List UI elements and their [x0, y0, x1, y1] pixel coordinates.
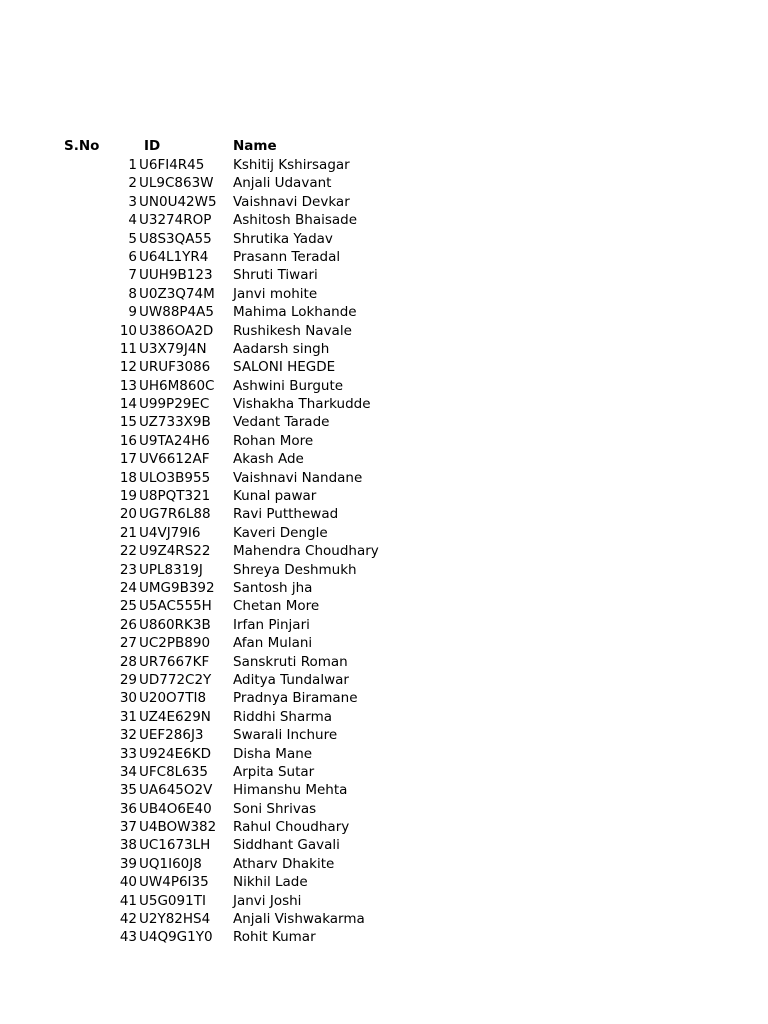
column-header-name: Name: [233, 138, 277, 154]
cell-sno: 9: [128, 304, 137, 321]
cell-name: Irfan Pinjari: [233, 616, 310, 633]
table-row: [0, 432, 768, 450]
table-row: [0, 322, 768, 340]
cell-id: UH6M860C: [139, 377, 215, 394]
cell-sno: 13: [119, 377, 137, 394]
cell-sno: 12: [119, 359, 137, 376]
cell-name: Santosh jha: [233, 579, 313, 596]
cell-name: Ashwini Burgute: [233, 377, 344, 394]
cell-sno: 3: [128, 193, 137, 210]
table-row: [0, 836, 768, 854]
cell-name: Ravi Putthewad: [233, 506, 339, 523]
cell-id: U0Z3Q74M: [139, 285, 215, 302]
cell-name: Soni Shrivas: [233, 800, 317, 817]
cell-sno: 1: [128, 157, 137, 173]
cell-sno: 16: [119, 432, 137, 449]
table-row: [0, 855, 768, 873]
cell-name: Sanskruti Roman: [233, 653, 348, 670]
cell-id: UUH9B123: [139, 267, 213, 284]
cell-name: Atharv Dhakite: [233, 855, 335, 872]
cell-sno: 18: [119, 469, 137, 486]
table-row: [0, 708, 768, 726]
table-row: [0, 377, 768, 395]
cell-name: Pradnya Biramane: [233, 690, 358, 707]
cell-name: Vedant Tarade: [233, 414, 330, 431]
cell-sno: 19: [119, 488, 137, 505]
table-row: [0, 156, 768, 174]
table-row: [0, 487, 768, 505]
cell-id: U860RK3B: [139, 616, 211, 633]
cell-name: Janvi Joshi: [233, 892, 302, 909]
table-row: [0, 634, 768, 652]
cell-id: U4Q9G1Y0: [139, 929, 213, 946]
cell-sno: 29: [119, 671, 137, 688]
cell-id: U99P29EC: [139, 396, 210, 413]
cell-sno: 42: [119, 911, 137, 928]
cell-sno: 43: [119, 929, 137, 946]
cell-sno: 23: [119, 561, 137, 578]
cell-name: Mahendra Choudhary: [233, 543, 379, 560]
cell-name: Rohit Kumar: [233, 929, 316, 946]
cell-sno: 8: [128, 285, 137, 302]
cell-id: U3X79J4N: [139, 340, 207, 357]
cell-sno: 17: [119, 451, 137, 468]
column-header-sno: S.No: [64, 138, 100, 154]
table-row: [0, 818, 768, 836]
cell-name: Arpita Sutar: [233, 763, 315, 780]
cell-name: Himanshu Mehta: [233, 782, 348, 799]
cell-sno: 41: [119, 892, 137, 909]
cell-id: UZ733X9B: [139, 414, 211, 431]
cell-id: U9Z4RS22: [139, 543, 211, 560]
cell-sno: 32: [119, 727, 137, 744]
table-row: [0, 230, 768, 248]
table-row: [0, 653, 768, 671]
cell-name: SALONI HEGDE: [233, 359, 336, 376]
cell-id: U3274ROP: [139, 212, 212, 229]
cell-id: U9TA24H6: [139, 432, 210, 449]
cell-sno: 25: [119, 598, 137, 615]
table-row: [0, 303, 768, 321]
cell-id: UN0U42W5: [139, 193, 217, 210]
cell-name: Anjali Vishwakarma: [233, 911, 365, 928]
cell-id: UV6612AF: [139, 451, 210, 468]
cell-name: Shruti Tiwari: [233, 267, 318, 284]
table-row: [0, 285, 768, 303]
cell-sno: 37: [119, 819, 137, 836]
cell-sno: 11: [119, 340, 137, 357]
cell-name: Kaveri Dengle: [233, 524, 328, 541]
table-row: [0, 597, 768, 615]
cell-sno: 30: [119, 690, 137, 707]
cell-sno: 21: [119, 524, 137, 541]
cell-id: U4BOW382: [139, 819, 217, 836]
cell-id: UMG9B392: [139, 579, 215, 596]
cell-id: U2Y82HS4: [139, 911, 211, 928]
cell-sno: 2: [128, 175, 137, 192]
table-row: [0, 248, 768, 266]
cell-id: U5G091TI: [139, 892, 206, 909]
cell-sno: 20: [119, 506, 137, 523]
table-row: [0, 469, 768, 487]
cell-sno: 10: [119, 322, 137, 339]
cell-id: UPL8319J: [139, 561, 203, 578]
cell-id: UZ4E629N: [139, 708, 211, 725]
cell-sno: 40: [119, 874, 137, 891]
cell-name: Aditya Tundalwar: [233, 671, 349, 688]
cell-id: UB4O6E40: [139, 800, 212, 817]
table-row: [0, 174, 768, 192]
cell-name: Riddhi Sharma: [233, 708, 333, 725]
cell-sno: 38: [119, 837, 137, 854]
cell-name: Disha Mane: [233, 745, 313, 762]
cell-name: Vaishnavi Nandane: [233, 469, 363, 486]
cell-sno: 27: [119, 635, 137, 652]
cell-name: Aadarsh singh: [233, 340, 330, 357]
cell-name: Shrutika Yadav: [233, 230, 333, 247]
cell-id: U386OA2D: [139, 322, 214, 339]
table-row: [0, 616, 768, 634]
table-row: [0, 542, 768, 560]
cell-id: UR7667KF: [139, 653, 210, 670]
table-row: [0, 340, 768, 358]
table-row: [0, 413, 768, 431]
cell-id: U20O7TI8: [139, 690, 207, 707]
table-row: [0, 800, 768, 818]
table-row: [0, 193, 768, 211]
table-row: [0, 450, 768, 468]
cell-id: UQ1I60J8: [139, 855, 202, 872]
cell-name: Akash Ade: [233, 451, 304, 468]
table-row: [0, 726, 768, 744]
column-header-id: ID: [144, 138, 161, 154]
cell-name: Nikhil Lade: [233, 874, 308, 891]
cell-id: U924E6KD: [139, 745, 212, 762]
cell-id: UW88P4A5: [139, 304, 214, 321]
table-row: [0, 928, 768, 946]
cell-id: UW4P6I35: [139, 874, 209, 891]
cell-name: Rushikesh Navale: [233, 322, 352, 339]
cell-id: U8PQT321: [139, 488, 211, 505]
cell-id: UL9C863W: [139, 175, 214, 192]
cell-sno: 7: [128, 267, 137, 284]
cell-sno: 15: [119, 414, 137, 431]
cell-name: Janvi mohite: [233, 285, 318, 302]
table-row: [0, 873, 768, 891]
cell-name: Mahima Lokhande: [233, 304, 357, 321]
cell-sno: 35: [119, 782, 137, 799]
cell-name: Vaishnavi Devkar: [233, 193, 350, 210]
cell-id: URUF3086: [139, 359, 211, 376]
table-row: [0, 781, 768, 799]
cell-id: UC1673LH: [139, 837, 211, 854]
cell-name: Anjali Udavant: [233, 175, 332, 192]
cell-id: U64L1YR4: [139, 248, 209, 265]
cell-sno: 28: [119, 653, 137, 670]
cell-name: Rohan More: [233, 432, 314, 449]
cell-sno: 34: [119, 763, 137, 780]
table-row: [0, 395, 768, 413]
cell-sno: 33: [119, 745, 137, 762]
cell-id: UD772C2Y: [139, 671, 212, 688]
cell-id: U8S3QA55: [139, 230, 212, 247]
cell-sno: 6: [128, 248, 137, 265]
cell-name: Shreya Deshmukh: [233, 561, 357, 578]
table-row: [0, 579, 768, 597]
cell-id: UFC8L635: [139, 763, 208, 780]
table-row: [0, 689, 768, 707]
cell-name: Chetan More: [233, 598, 320, 615]
cell-name: Afan Mulani: [233, 635, 313, 652]
cell-sno: 4: [128, 212, 137, 229]
table-row: [0, 671, 768, 689]
cell-name: Kunal pawar: [233, 488, 317, 505]
cell-id: UA645O2V: [139, 782, 213, 799]
table-row: [0, 266, 768, 284]
table-row: [0, 524, 768, 542]
table-row: [0, 910, 768, 928]
cell-id: UG7R6L88: [139, 506, 211, 523]
cell-sno: 39: [119, 855, 137, 872]
table-row: [0, 505, 768, 523]
cell-name: Vishakha Tharkudde: [233, 396, 371, 413]
table-row: [0, 211, 768, 229]
cell-id: U5AC555H: [139, 598, 212, 615]
cell-name: Siddhant Gavali: [233, 837, 340, 854]
cell-id: UEF286J3: [139, 727, 204, 744]
cell-name: Kshitij Kshirsagar: [233, 157, 350, 173]
cell-id: U4VJ79I6: [139, 524, 201, 541]
cell-sno: 5: [128, 230, 137, 247]
cell-id: UC2PB890: [139, 635, 211, 652]
cell-sno: 26: [119, 616, 137, 633]
cell-name: Ashitosh Bhaisade: [233, 212, 358, 229]
table-row: [0, 745, 768, 763]
table-row: [0, 358, 768, 376]
table-header-row: [0, 138, 768, 156]
cell-sno: 36: [119, 800, 137, 817]
cell-name: Rahul Choudhary: [233, 819, 350, 836]
cell-sno: 22: [119, 543, 137, 560]
table-body: [0, 156, 768, 947]
cell-id: U6FI4R45: [139, 157, 205, 173]
cell-name: Prasann Teradal: [233, 248, 341, 265]
table-row: [0, 892, 768, 910]
cell-sno: 24: [119, 579, 137, 596]
table-row: [0, 763, 768, 781]
cell-sno: 31: [119, 708, 137, 725]
cell-name: Swarali Inchure: [233, 727, 338, 744]
table-row: [0, 561, 768, 579]
cell-sno: 14: [119, 396, 137, 413]
cell-id: ULO3B955: [139, 469, 211, 486]
